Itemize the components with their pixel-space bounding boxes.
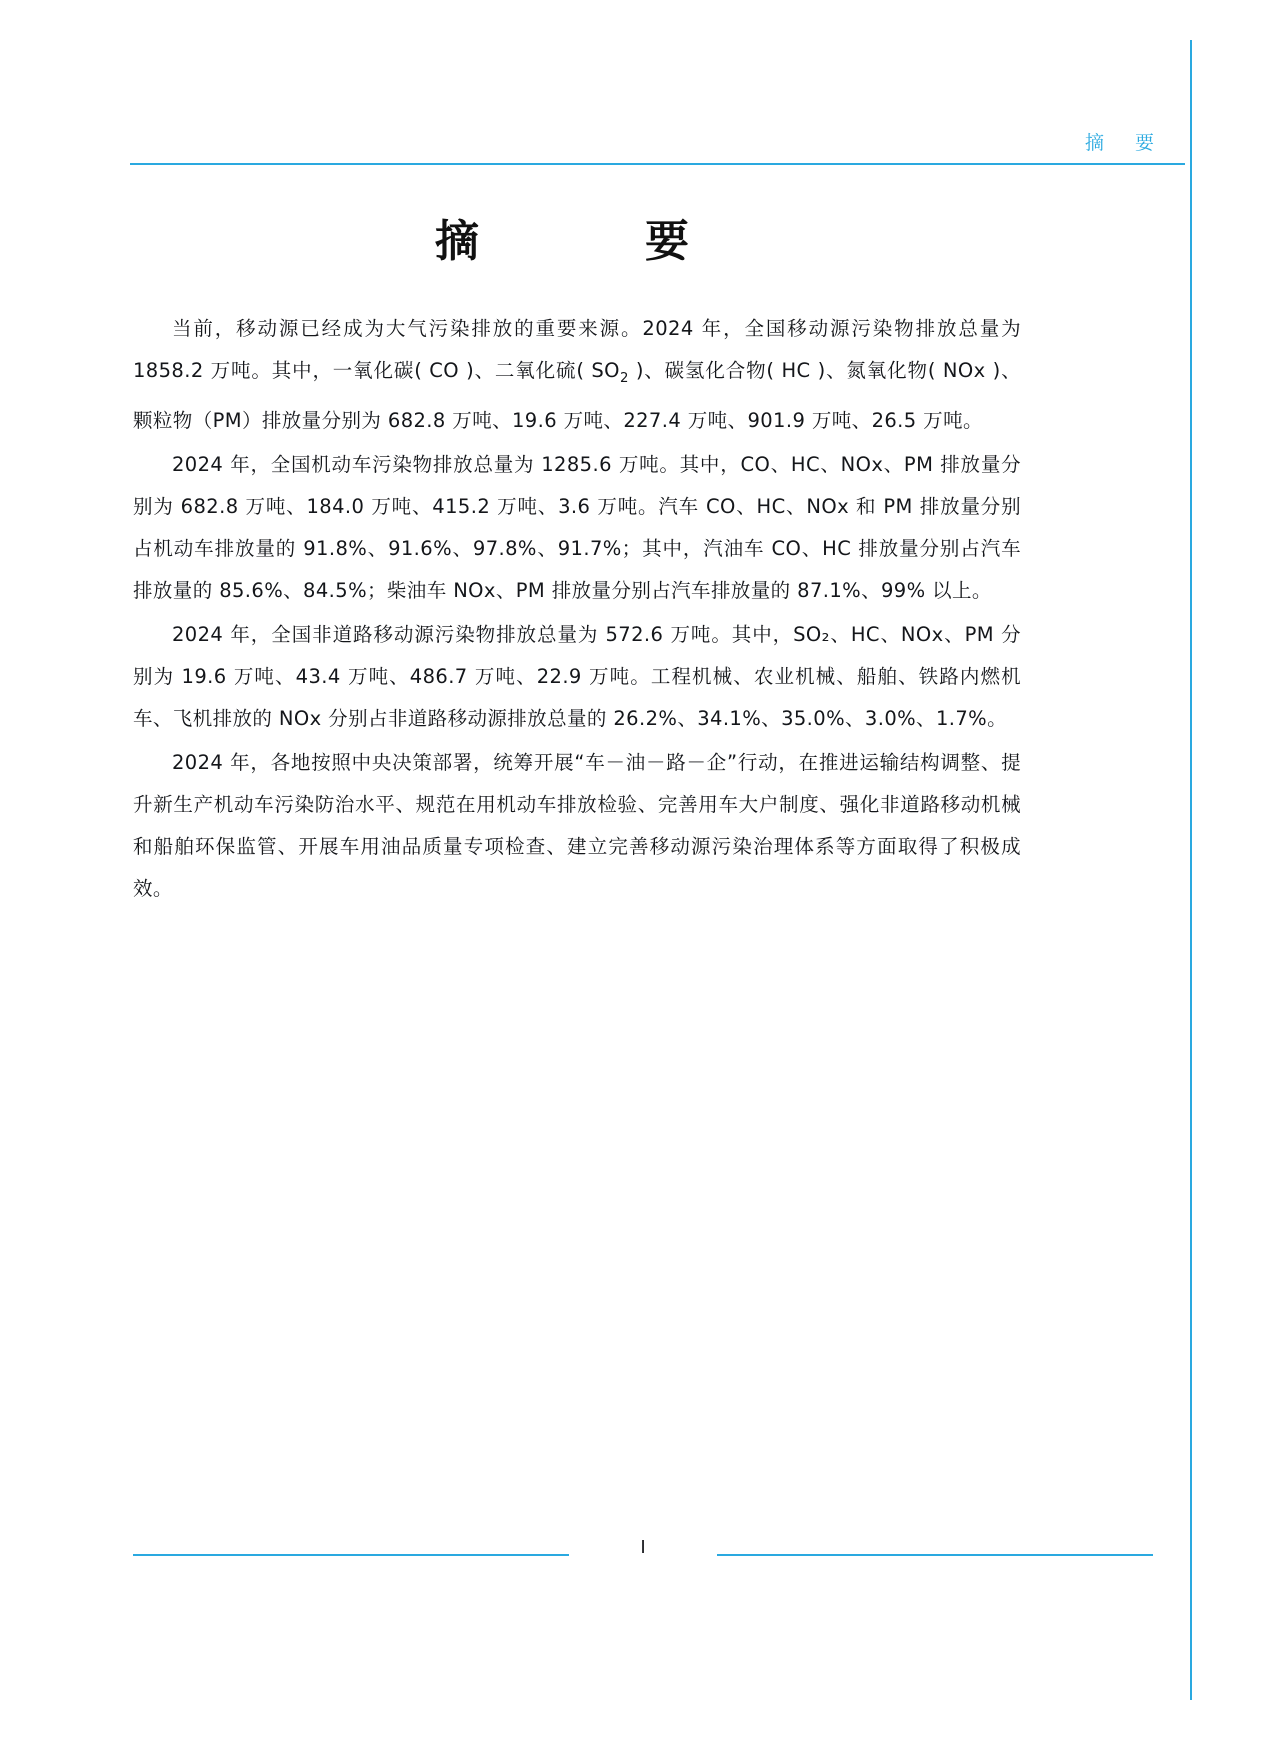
running-header-title: 摘 要	[1084, 132, 1160, 154]
paragraph-4: 2024 年，各地按照中央决策部署，统筹开展“车－油－路－企”行动，在推进运输结构调整、提升新生产机动车污染防治水平、规范在用机动车排放检验、完善用车大户制度、强化非道路移动机械和船舶环保监管、开展车用油品质量专项检查、建立完善移动源污染治理体系等方面取得了积极成效。	[133, 750, 1021, 900]
page-title: 摘 要	[435, 216, 715, 267]
footer-rule-right	[717, 1554, 1153, 1556]
abstract-body	[133, 308, 1021, 912]
page-number: I	[640, 1537, 646, 1558]
paragraph-2: 2024 年，全国机动车污染物排放总量为 1285.6 万吨。其中，CO、HC、NOx、PM 排放量分别为 682.8 万吨、184.0 万吨、415.2 万吨、3.6 万吨。汽车 CO、HC、NOx 和 PM 排放量分别占机动车排放量的 91.8%、91.6%、97.8%、91.7%；其中，汽油车 CO、HC 排放量分别占汽车排放量的 85.6%、84.5%；柴油车 NOx、PM 排放量分别占汽车排放量的 87.1%、99% 以上。	[133, 452, 1021, 602]
paragraph-1: 当前，移动源已经成为大气污染排放的重要来源。2024 年，全国移动源污染物排放总量为 1858.2 万吨。其中，一氧化碳( CO )、二氧化硫( $SO_2$ )、碳氢化合物( HC )、氮氧化物( NOx )、颗粒物（PM）排放量分别为 682.8 万吨、19.6 万吨、227.4 万吨、901.9 万吨、26.5 万吨。	[133, 317, 1021, 432]
page-footer	[133, 1537, 1153, 1567]
page-edge-rule	[1190, 40, 1192, 1700]
running-header	[130, 128, 1180, 168]
paragraph-3: 2024 年，全国非道路移动源污染物排放总量为 572.6 万吨。其中，SO₂、HC、NOx、PM 分别为 19.6 万吨、43.4 万吨、486.7 万吨、22.9 万吨。工程机械、农业机械、船舶、铁路内燃机车、飞机排放的 NOx 分别占非道路移动源排放总量的 26.2%、34.1%、35.0%、3.0%、1.7%。	[133, 622, 1021, 730]
running-header-rule	[130, 163, 1185, 165]
